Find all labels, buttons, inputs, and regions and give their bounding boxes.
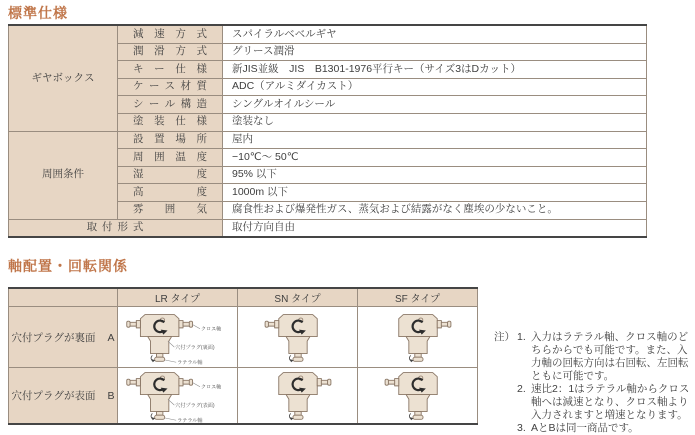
spec-value: 95% 以下: [223, 166, 647, 184]
spec-value: シングルオイルシール: [223, 96, 647, 114]
notes-list: [517, 331, 695, 435]
arrangement-section-title: 軸配置・回転関係: [8, 258, 128, 274]
spec-label: シール構造: [118, 96, 223, 114]
gearbox-diagram: [118, 310, 237, 365]
svg-text:クロス軸: クロス軸: [200, 326, 221, 333]
note-item: 2. 速比2：1はラテラル軸からクロス軸へは減速となり、クロス軸より入力されますと増速となります。: [517, 383, 690, 422]
gearbox-diagram: [118, 368, 237, 423]
spec-label: 雰 囲 気: [118, 201, 223, 219]
table-row: [9, 131, 647, 149]
diagram-cell: [358, 307, 478, 368]
spec-value: 屋内: [223, 131, 647, 149]
table-row: [9, 219, 647, 237]
spec-value: グリース潤滑: [223, 43, 647, 61]
spec-label: 周 囲 温 度: [118, 149, 223, 167]
gearbox-diagram: [358, 368, 477, 423]
diagram-cell: [118, 368, 238, 425]
gearbox-diagram: [238, 368, 357, 423]
spec-value: 取付方向自由: [223, 219, 647, 237]
spec-label: 潤 滑 方 式: [118, 43, 223, 61]
svg-text:ラテラル軸: ラテラル軸: [176, 417, 203, 423]
gearbox-diagram-svg: [239, 310, 357, 365]
col-header-lr: LR タイプ: [118, 288, 238, 307]
svg-text:ラテラル軸: ラテラル軸: [176, 359, 203, 365]
diagram-cell: [358, 368, 478, 425]
spec-value: スパイラルベベルギヤ: [223, 25, 647, 43]
notes-prefix: 注）: [494, 331, 515, 343]
spec-label: ケース材質: [118, 78, 223, 96]
note-item: 1. 入力はラテラル軸、クロス軸のどちらからでも可能です。また、入力軸の回転方向は右回転、左回転ともに可能です。: [517, 331, 689, 383]
spec-label: 減 速 方 式: [118, 25, 223, 43]
group-label-mounting: 取 付 形 式: [9, 219, 223, 237]
spec-value: 1000m 以下: [223, 184, 647, 202]
note-item: 3. AとBは同一商品です。: [517, 422, 639, 435]
svg-text:穴付プラグ(表面): 穴付プラグ(表面): [174, 403, 215, 410]
corner-cell: [9, 288, 118, 307]
spec-label: キ ー 仕 様: [118, 61, 223, 79]
spec-value: 腐食性および爆発性ガス、蒸気および結露がなく塵埃の少ないこと。: [223, 201, 647, 219]
row-label-b: 穴付プラグが表面 B: [9, 368, 118, 425]
spec-label: 塗 装 仕 様: [118, 113, 223, 131]
svg-text:穴付プラグ(裏面): 穴付プラグ(裏面): [174, 344, 215, 351]
spec-value: 塗装なし: [223, 113, 647, 131]
spec-table: [8, 24, 647, 238]
diagram-cell: [238, 368, 358, 425]
spec-value: −10℃～ 50℃: [223, 149, 647, 167]
spec-label: 設 置 場 所: [118, 131, 223, 149]
gearbox-diagram: [358, 310, 477, 365]
notes-block: [494, 331, 695, 435]
col-header-sf: SF タイプ: [358, 288, 478, 307]
table-row-a: [9, 307, 478, 368]
group-label-gearbox: ギヤボックス: [9, 25, 118, 131]
gearbox-diagram-svg: [119, 368, 237, 423]
spec-section-title: 標準仕様: [8, 5, 68, 21]
arrangement-table: [8, 287, 478, 425]
spec-value: ADC（アルミダイカスト）: [223, 78, 647, 96]
spec-value: 新JIS並級 JIS B1301-1976平行キー（サイズ3はDカット）: [223, 61, 647, 79]
table-row-b: [9, 368, 478, 425]
diagram-cell: [118, 307, 238, 368]
table-header-row: [9, 288, 478, 307]
gearbox-diagram-svg: [119, 310, 237, 365]
gearbox-diagram-svg: [359, 368, 477, 423]
svg-text:クロス軸: クロス軸: [200, 384, 221, 391]
diagram-cell: [238, 307, 358, 368]
gearbox-diagram: [238, 310, 357, 365]
col-header-sn: SN タイプ: [238, 288, 358, 307]
spec-label: 高 度: [118, 184, 223, 202]
spec-label: 湿 度: [118, 166, 223, 184]
gearbox-diagram-svg: [239, 368, 357, 423]
group-label-ambient: 周囲条件: [9, 131, 118, 219]
table-row: [9, 25, 647, 43]
gearbox-diagram-svg: [359, 310, 477, 365]
row-label-a: 穴付プラグが裏面 A: [9, 307, 118, 368]
